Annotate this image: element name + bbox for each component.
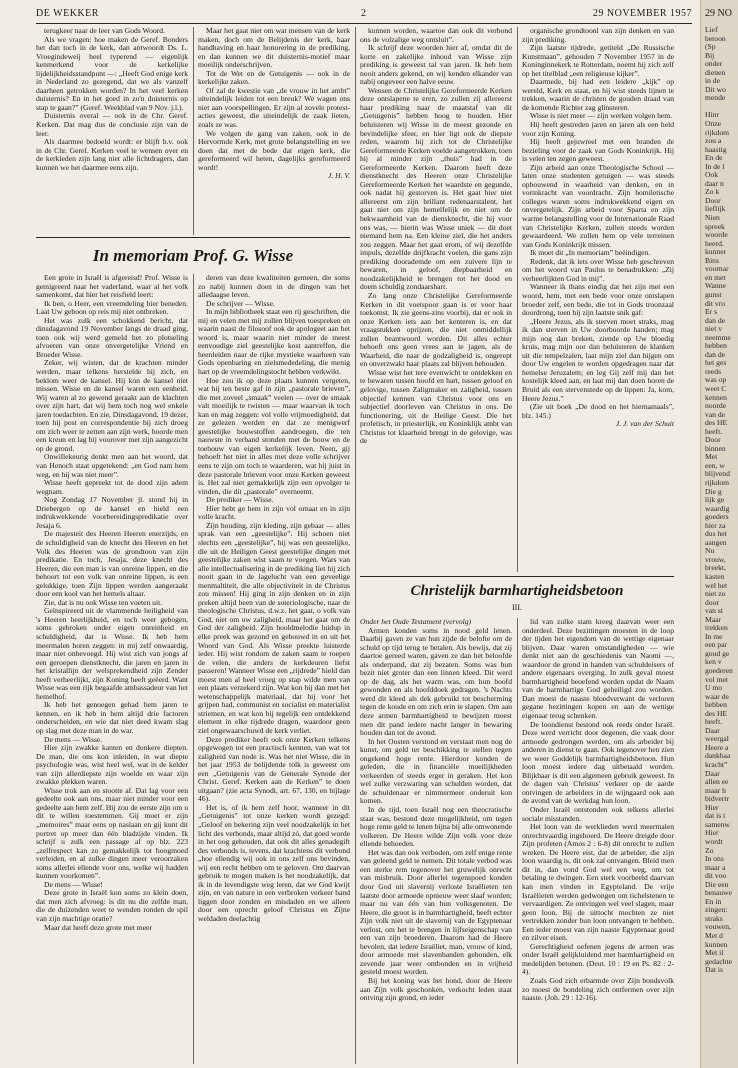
paragraph: Onwillekeurig denkt men aan het woord, dat van Henoch staat opgetekend: „en God nam hem weg, en hij was niet meer”. [36,452,188,479]
paragraph: Hij heeft gestreden jaren en jaren als een held voor zijn Koning. [522,120,674,138]
page-number: 2 [361,8,367,19]
paragraph: Of zal de kwestie van „de vrouw in het ambt” uiteindelijk leiden tot een breuk? We wagen ons niet aan voorspellingen. Er zijn al zovele protest-acties geweest, die uiteindelijk de zaak lieten, zoals ze was. [198,85,350,130]
memoriam-column-2 [198,274,350,1064]
paragraph: Zoals God zich erbarmde over Zijn bondsvolk zo moest de bondeling zich ontfermen over zijn naaste. (Joh. 29 : 12-16). [522,975,674,1003]
paragraph: In het Oosten verstond en verstaat men nog de kunst, om geld ter beschikking te stellen tegen ongekend hoge rente. Hierdoor konden de geleden, die in financiële moeilijkheden verkeerden of steeds erger in geraken. Het kon wel zulke verzwaring van schulden worden, dat de schuldenaar er nimmermeer onderuit kon komen. [360,736,512,806]
paragraph: Als we vragen: hoe maken de Geref. Bonders het dan toch in de kerk, dan antwoordt Ds. L. Vroegindeweij heel typerend — eigenlijk kenmerkend voor de kerkelijke lijdelijkheidsstandpunt —: „Heeft God enige kerk in Nederland zo gezegend, dat we als vanzelf daarheen getrokken worden? In het veel kerken duisternis? En in het goed in zo'n duisternis op stap te gaan?” (Geref. Weekblad van 9 Nov. j.l.). [36,34,188,112]
paragraph: De prediker — Wisse. [206,495,274,505]
column-divider [517,618,518,1064]
paragraph: Wisse heeft gepreekt tot de dood zijn adem wegnam. [36,478,188,496]
paragraph: Hij heeft gejuwreel met een branden de bezieling voor de zaak van Gods Koninkrijk. Hij is velen ten zegen geweest. [522,137,674,164]
paragraph: Onder Israël ontstonden ook telkens allerlei sociale misstanden. [522,805,674,823]
paragraph: organische grondtoonl van zijn denken en van zijn prediking. [522,27,674,44]
paragraph: De mens — Wisse. [44,734,103,744]
paragraph: Armen konden soms in nood geld lenen. Daarbij gaven ze van hun zijde de belofte om de schuld op tijd terug te betalen. Als bewijs, dat zij daartoe gereed waren, gaven ze dan het beloofde als onderpand, dat zij bezaten. Soms was hun bezit niet groter dan een linnen kleed. Dit werd op de dag, als het warm was, om hun hoofd gewonden en als hoofddoek gedragen. 's Nachts werd dit kleed als dek gebruikt tot bescherming tegen de koude en om zich erin te slapen. Om aan deze armen barmhartigheid te bewijzen moest men dit pand iedere nacht langer in bewaring houden dan tot de avond. [360,625,512,738]
paper-name: DE WEKKER [36,8,99,19]
paragraph: Zijn laatste tijdrede, getiteld „De Russische Kunstmaan”, gehouden 7 November 1957 in de Koninginnekerk te Rotterdam, noemt hij zich zelf op het titelblad „een religieuse kijker”. [522,43,674,78]
paragraph: Wanneer ik thans eindig dat het zijn met een woord, hem, met een bede voor onze ontslapen broeder zelf, een bede, die tot in Gods troonzaal doordrong, toen hij zijn laatste snik gaf: [522,282,674,318]
paragraph: (Zie uit boek „De dood en het hiernamaals”, blz. 145.) [522,402,674,420]
paragraph: Zijn houding, zijn kleding, zijn gebaar — alles sprak van een „geestelijke”. Hij schoen niet slechts een „geestelijke”, hij was een geestelijke, die uit de Heiligen Geest geestelijke dingen met geestelijke zaken wist saam te voegen. Wars van alle intellectualisering in de prediking liet hij zich nooit gaan in de lagelucht van een geveelige menmaltiteit, die alle objectiviteit in de Christus zou missen! Hij ging in zijn denken en in zijn preken altijd heen van de soteriologische, naar de theologische Christus, d.w.z. het gaat, o volk van God, niet om uw zaligheid, maar het gaat om de God der zaligheid. Zijn hooldmelodie luidup in elke preek was gezond en gebouwd in en uit het Woord van God. Als Wisse preekte luisterde ieder. Hij wist rondom de zaken saam te roepen de velen, die anders de kerkdeuren liefst passeren! Wanneer Wisse een „rijdrede” hield dan moest men al heel vroeg op stap wilde men van een plaats verzekerd zijn. Wat kon hij dan met het wetenschappelijk materiaal, dat hij voor het grijpen had, communist en socialist en materialist striemen, en wat kon hij tegelijk een ontdekkend element in elke tijdrede dragen, waardoor geen ziel ongewaarschuwd de kerk verliet. [198,520,350,735]
paragraph: Het loon van de werklieden werd meermalen onrechtvaardig ingehoerd. De Heere dreigde door Zijn profeten (Amos 2 : 6-8) dit onrecht te zullen wreken. De Heere eist, dat de arbeider, die zijn loon waardig is, dit ook zal ontvangen. Bleid men dit in, dan vond God wel een weg, om tot betaling te dwingen. Een sterk voorbeeld daarvan kan men vinden in Egypteland. De vrije Israëlieten werden gedwongen om tichelstenen te vervaardigen. Ze ontvingen wel veel slagen, maar geen loon. Bij de uittocht mochten ze niet vertrekken zonder hun loon ontvangen te hebben. Een ieder moest van zijn naaste Egyptenaar goud en zilver eisen. [522,822,674,943]
paragraph: Het is, of ik hem zelf hoor, wanneer in dit „Getuigenis” tot onze kerken wordt gezegd: „Geloof en bekering zijn veel noodzakelijk in het licht des verbonds, maar altijd zó, dat goed worde in het oog gehouden, dat ook dit alles genadegift des verbonds is, tevens, dat krachtens dit verbond „hoe ellendig wij ook in ons zelf ons bevinden, wij een recht hebben om te geloven. Om daarvan gebruik te mogen maken is het noodzakelijk, dat ik in de levendigste weg leren, dat we God kwijt zijn, en van nature in een verbroken verkeer band liggen door zonden en misdaden en we alleen door een oprecht geloof Christus en Zijne weldaden deelachtig [198,802,350,924]
paragraph: Wensen de Christelijke Gereformeerde Kerken deze ontslapene te eren, zo zullen zij allereerst haar prediking naar de maatstaf van dit „Getuigenis” hebben hoog te houden. Hier beluisteren wij Wisse in de meest gezonde en bevindelijke sfeer, en hier ligt ook de diepste reden, waarom hij zich tot de Christelijke Gereformeerde Kerken voelde aangetrokken, toen hij al minder zijn „thuis” had in de Gereformeerde Kerken. Daarom heeft deze dienstknecht des Heeren onze Christelijke Gereformeerde Kerken het waardste en gegunde, ook nadat hij gestorven is. Het gaat hier niet allereerst om zijn brillant redenaarstalent, het gaat niet om zijn hemelfelijk en niet om de bekwaamheid van de diensknecht, die hij voor ons was, — hierin was Wisse uniek — dit doet niemand hem na. Een kleine ziel, die het anders zou zeggen. Maar het gaat erom, of wij dezelfde impuls, dezelfde drijfkracht voelen, die gans zijn prediking doorademde om een zuivere lijn te bewaren, in geloof, diepbaarheid en noodzakelijkheid te brengen tot het dood en doem schuldig zondaarshart. [360,85,512,292]
paragraph: Hoe zou ik op deze plaats kunnen vergeten, wat hij ten beste gaf in zijn „pastorale brieven”, die met zoveel „smaak” veelen — over de smaak valt moeilijk te twisten — maar waarvan ik toch kan en mag zeggen: vol volle vrijmoedigheid, dat ze gelezen werden en dat ze menigwerf geestelijke bouwstoffen aandroegen, die ten nauwste in verband stonden met de bouw en de toebouw van eigen kerkelijk leven. Neen, gij behoeft het niet in alles met deze volle schrijver eens te zijn om toch te waarderen, wat hij juist in deze pastorale brieven voor onze Kerken geweest is. Het zal niet gemakkelijk zijn een opvolger te vinden, die dit „pastorale” overneemt. [198,375,350,496]
paragraph: De mens — Wisse! [44,879,103,889]
paragraph: Zeker, wij wisten, dat de krachten minder werden, maar telkens herstelde hij zich, en beklom weer de kansel. Hij kon de kansel niet missen. Wisse en de kansel waren een eenheid. Wij waren al zo gewend geraakt aan de klachten over zijn hart, dat wij hem toch nog wel enkele jaren toedachten. En zie, Dinsdagavond, 19 dezer, toen hij post en correspondentie bij zich droeg om zich weer te zetten aan zijn werk, hoorde men een kreun en lag hij voorover met zijn aangezicht op de grond. [36,358,188,453]
paragraph: Deze prediker heeft ook onze Kerken telkens opgewogen tot een practisch kennen, van wat tot zaligheid van node is. Was het niet Wisse, die in het jaar 1953 de belijdende tolk is geweest om een „Getuigenis van de Generale Synode der Christ. Geref. Kerken aan de Kerken” te doen uitgaan? (zie acta Synodi, art. 67, 130, en bijlage 46). [198,734,350,804]
paragraph: Het was dan ook verboden, om zelf enige rente van geleend geld te nemen. Dit totale verbod was een sterke rem tegenover het gruwelijk onrecht van misbruik. Door allerlei tegenspoed konden door God uit slavernij verloste Israëlieten ten laatste door armoede opnieuw weer slaaf worden; maar nu van één van hun volksgenoten. De Heere, die groot is in barmhartigheid, heeft echter Zijn volk niet uit de slavernij van de Egyptenaar verlost, om het te brengen in lijfseigenschap van een van zijn broederen. Daarom had de Heere bevolen, dat iedere Israëliet, man, vrouw of kind, door armoede met slavenbanden gebonden, elk zevende jaar weer ontbonden en in vrijheid gesteld moest worden. [360,847,512,977]
author-signature: J. H. V. [327,171,350,181]
paragraph: Deze grote in Israël kon soms zo klein doen, dat men zich afvroeg: is dit nu die zelfde man, die de duizenden weet te wenden ronden de spil van zijn machtige oratie? [36,888,188,924]
barm-headline: Christelijk barmhartigheidsbetoon [410,583,624,599]
paragraph: In mijn bibliotheek staat een rij geschriften, die mij en velen met mij zullen blijven toespreken en waarin naast de filosoof ook de apologeet aan het woord is, maar waarin niet minder de meest eenvoudige ziel geestelijke kost aantreffen, die heenleiden naar de rijke mystieke waarheen van Gods openbaring en zielsmededeling, die menig hart op de vreemdelingstocht hebben verkwikt. [198,307,350,377]
masthead [36,6,692,22]
barm-column-2 [522,618,674,1064]
section-rule [36,237,350,238]
barm-column-1 [360,618,512,1064]
section-rule [360,576,674,577]
adjacent-page-edge [700,0,738,1068]
issue-date: 29 NOVEMBER 1957 [592,8,692,19]
paragraph: Een grote in Israël is afgereisd! Prof. Wisse is gemigreerd naar het vaderland, waar al het volk samenkomt, dat hier het reisfield leert: [36,274,188,300]
paragraph: Wisse trok aan en stootte af. Dat lag voor een gedeelte ook aan ons, maar niet minder voor een gedeelte aan hem zelf. Hij zou de eerste zijn om u dit te willen toestemmen. Gij moet er zijn „memoires” maar eens op naslaan en gij kunt dit portret op meer dan één bladzijde vinden. Ik schrijf u zulk een passage af op blz. 223 „zelfrespect kan zo gemakkelijk tot hoogmoed verleiden, en al zulke dingen meer veroorzaken soms allerlei ellende voor ons, welke wij hadden kunnen voorkomen”. [36,785,188,881]
paragraph: Tot de Wet en de Getuigenis — ook in de kerkelijke zaken. [198,68,350,87]
paragraph: De majesteit des Heeren Heeren enerzijds, en de schuldigheid van de knecht des Heeren en het Volk des Heeren was de grondtoon van zijn predikatie. En toch, Jesaja, deze knecht des Heeren, die een man is van onreine lippen, en die behoort tot een volk van onreine lippen, is een gelukkige, toen Zijn lippen werden aangeraakt door een kool van het hemels altaar. [36,529,188,599]
memoriam-column-1 [36,274,188,1064]
paragraph: Ik ben, o Heer, een vreemdeling hier beneden. Laat Uw geboon op reis mij niet ontbreken. [36,298,188,317]
paragraph: Als daarmee bedoeld wordt: er blijft b.v. ook in de Chr. Geref. Kerken veel te wensen over en de kerkleden zijn lang niet alle lichtdragers, dan kunnen we het daarmee eens zijn. [36,137,188,172]
memoriam-headline: In memoriam Prof. G. Wisse [92,246,294,265]
paragraph: De schrijver — Wisse. [206,298,275,308]
paragraph: Duisternis overal — ook in de Chr. Geref. Kerken. Dat mag dus de conclusie zijn van de leer. [36,111,188,138]
paragraph: Geïnspireerd uit de vlammende heiligheid van 's Heeren heerlijkheid, en toch weer gebogen, soms gebroken onder eigen onreinheid en schuldigheid, dat is Wisse. Ik heb hem meermalen horen zeggen: in mij zelf onwaardig, maar niet onbevoegd. Hij wist zich van jongs af een geroepen dienstknecht, die jaren en jaren in het kristallijn der welsprekendheid zijn Zender heeft verheerlijkt, zijn Koning heeft geëerd. Want Wisse was een rijk begaafde ambassadeur van het hemelhof. [36,606,188,701]
paragraph: Nog Zondag 17 November jl. stond hij in Driebergen op de kansel en hield een indrukwekkende voorbereidingspredikatie over Jesaja 6. [36,495,188,530]
top-article-column-2 [198,27,350,235]
paragraph: deren van deze kwaliteiten gemeen, die soms zo nabij kunnen doen in de dingen van het alledaagse leven. [198,274,350,300]
paragraph: Wisse wist het tere evenwicht te ontdekken en te bewaren tussen hoofd en hart, tussen geloof en gelovige, tussen Zaligmaker en zaligheid, tussen objectief kennen van Christus voor ons en subjectief doorleven van Christus in ons. De functionering, uit de Heilige Geest. Die het profetisch, in priesterlijk, en Koninklijk ambt van Christus tot klaarheid brengt in de gelovige, was de [360,367,512,446]
column-divider [193,274,194,1064]
paragraph: Ik heb het genoegen gehad hem jaren te kennen, en ik heb in hem altijd drie factoren onderscheiden, en wie dat niet deed kwam slag op slag met deze man in de war. [36,700,188,735]
paragraph: Zie, dat is nu ook Wisse ten voeten uit. [44,597,163,607]
paragraph: Daarmede, bij had een leidere „kijk” op wereld, Kerk en staat, en hij wist steeds lijnen te trekken, waarin de christen de gouden draad van de komende Richter zag glinsteren. [522,77,674,112]
paragraph: Hier hebt ge hem in zijn vol ornaat en in zijn volle kracht. [198,503,350,522]
memoriam-column-4 [522,27,674,572]
paragraph: De loondienst bestond ook reeds onder Israël. Deze werd verricht door degenen, die vaak door armoede gedrongen werden, om als arbeider bij anderen in dienst te gaan. Ook tegenover hen zien we weer Goddelijk barmhartigheidsbetoon. Hun loon moest iedere dag uitbetaald worden. Blijkbaar is dit een algemeen gebruik geweest. In de dagen van Christus' verkeer op de aarde ontvingen de arbeiders in de wijngaard ook aan de avond van de werkdag hun loon. [522,719,674,806]
paragraph: Bij het koning was het hond, door de Heere aan Zijn volk geschonken, verkocht leden staat ontving zijn grond, en ieder [360,975,512,1003]
paragraph: Gerechtigheid oefenen jegens de armen was onder Israël gelijkluidend met barmhartigheid en medelijden betonen. (Deut. 10 : 19 en Ps. 82 : 2-4). [522,941,674,977]
paragraph: Het was zulk een schokkend bericht, dat dinsdagavond 19 November langs de draad ging, toen ook wij werd gemeld het zo plotseling afvoeren van onze onvergetelijke Vriend en Broeder Wisse. [36,315,188,359]
paragraph: kunnen worden, waartoe dan ook dit verbond ons de volzalige weg ontsluit”. [360,27,512,44]
column-divider [355,27,356,1064]
paragraph: Hier zijn zwakke kanten en donkere diepten. De man, die ons kon inleiden, in wat diepte psychologie was, wist heel wel, wat in de kelder van zijn allerdiepste zijn woelde en waar zijn zwakke plekken waren. [36,743,188,787]
paragraph: Maar dat heeft deze grote met meer [44,922,152,932]
paragraph: terugkeer naar de leer van Gods Woord. [44,27,165,35]
adjacent-page-header: 29 NO [705,8,732,19]
paragraph: Redenk, dat ik iets over Wisse heb geschreven om het woord van Paulus te benadrukken: „Zij verheerlijkten God in mij”. [522,256,674,283]
paragraph: Onder het Oude Testament (vervolg) [360,618,472,626]
paragraph: lid van zulke stam kreeg daarvan weer een onderdeel. Deze bezittingen moesten in de loop der tijden het eigendom van de wettige eigenaar blijven. Daar waren omstandigheden — wie denkt niet aan de geschiedenis van Naomi —, waardoor de grond in handen van schuldeisers of andere eigenaars overging. In zulk geval moest barmhartigheid beoefend worden opdat de Naam van de barmhartige God geheiligd zou worden. Dan moest de naaste bloedverwant de verloren gegane bezittingen kopen en aan de wettige eigenaar terug schenken. [522,618,674,721]
top-article-column-1 [36,27,188,235]
column-divider [193,27,194,235]
adjacent-page-text: Lief betoon (Sp Bij onder dienen in de Dit wo mende Hinr Onze rijkdom zou a haastig En de In de l Ook daar n Zo k Door lieflijk Nien spreek woorde heerd. kunner Bins voornar en met Wanne gunst dit vro Er s dan de niet v neemme hebben dan de het ges reeds was op weet C kennen noorde van de des HE heeft. Door binnen Met een, w blijvend rijkdom Die g lijk ge waardig goeders hier za dus het aangen Nu vrouw, breekt, kasten wel het niet zo door van st Maar trekken In me een par goud ge ken v goederen vol met U mo waar de hebben des HE heeft. Daar weergal Heere a dankbaa kracht” Daar allen ee maar h bidvertr Hier dat is t samenw Hier wordt Zo In ons maar a dit voo Die een benauwe En in zingen: straks vouwen, Met d kunnen Met il gedachte Dat is [705,25,733,975]
paragraph: Maar het gaat niet om wat mensen van de kerk maken, doch om de Belijdenis der kerk, haar handhaving en haar honorering in de prediking, en dan kunnen we dit duisternis-motief maar moeilijk onderschrijven. [198,27,350,70]
column-divider [517,27,518,572]
paragraph: Zo lang onze Christelijke Gereformeerde Kerken in dit voetspoor gaan is er voor haar toekomst. Ik zie geens-zins voorbij, dat er ook in onze Kerken iets aan het kenteren is, en dat vraagstukken oprijzen, die niet onmiddellijk zullen beantwoord worden. Dit alles echter behoeft ons geen vrees aan te jagen, als de Waarheid, die naar de godzaligheid is, ongerept en onverzwakt haar plaats zal blijven behouden. [360,290,512,369]
paragraph: We volgen de gang van zaken, ook in de Hervormde Kerk, met grote belangstelling en we doen dat met de bede dat eigen kerk, die gereformeerd wil heten, dagelijks gereformeerd wordt! [198,128,350,172]
paragraph: „Heere Jezus, als ik sterven moet straks, mag ik dan sterven in Uw doorboorde handen; mag mijn oog dan breken, ziende op Uw bloedig kruis, mag mijn oor dan beluisteren de klanken uit die tempelzalen, laat mijn ziel dan hijgen om door Uw engelen te worden opgedragen naar dat hemelse Jeruzalem; en leg Gij zelf mij dan het kostelijk kleed aan, en laat mij dan doen horen de Bruid als een stervenstede op de lippen: Ja, kom, Heere Jezus.” [522,316,674,403]
memoriam-column-3 [360,27,512,572]
barm-part-number: III. [512,603,522,612]
paragraph: In de tijd, toen Israël nog een theocratische staat was, bestond deze mogelijkheid, om tegen hoge rente geld te lenen bijna bij alle omwonende volkeren. De Heere wilde Zijn volk voor deze ellende behoeden. [360,805,512,849]
author-signature: J. J. van der Schuit [615,419,674,429]
paragraph: Ik schrijf deze woorden hier af, omdat dit de korte en zakelijke inhoud van Wisse zijn prediking is geweest tal van jaren. Ik heb hem nooit anders gekend, en wij kenden elkander van nabij ongeveer een halve eeuw. [360,43,512,87]
paragraph: Zijn arbeid aan onze Theologische School — laten onze studenten getuigen — was steeds opbouwend in waarheid van denken, en in vormkracht van voordracht. Zijn homiletische colleges waren soms indrukwekkend eigen en onvergetelijk. Zijn arbeid voor Sparta en zijn warme belangstelling voor de Internationale Raad van Christelijke Kerken, zullen steeds worden gewaardeerd. We zullen hem op vele terreinen van Gods Koninkrijk missen. [522,162,674,249]
masthead-rule [36,23,692,24]
paragraph: Wisse is niet meer — zijn werken volgen hem. [530,111,673,121]
paragraph: Ik moet dit „In memoriam” beëindigen. [530,248,651,258]
